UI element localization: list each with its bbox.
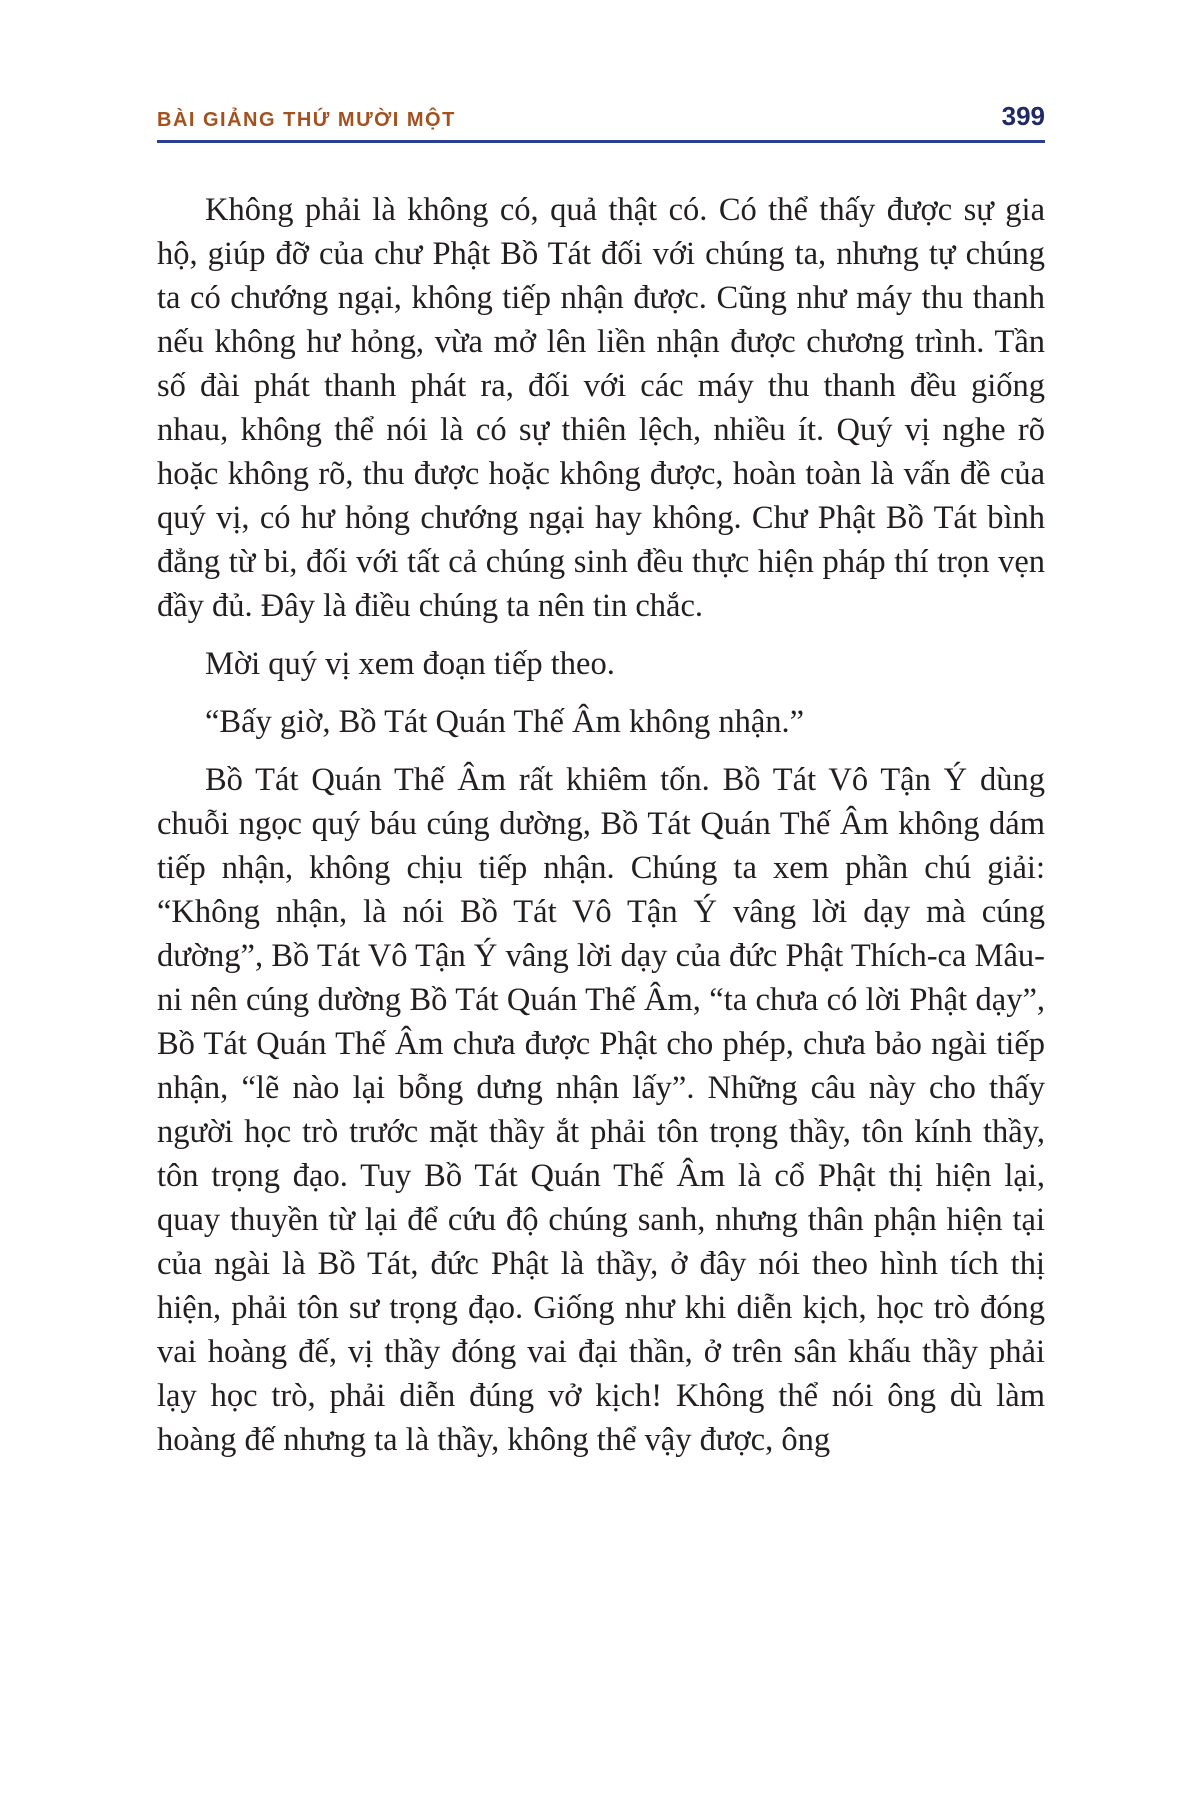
paragraph: Mời quý vị xem đoạn tiếp theo. — [205, 646, 615, 682]
paragraph: Không phải là không có, quả thật có. Có thể thấy được sự gia hộ, giúp đỡ của chư Phật Bồ Tát đối với chúng ta, nhưng tự chúng ta có chướng ngại, không tiếp nhận được. Cũng như máy thu thanh nếu không hư hỏng, vừa mở lên liền nhận được chương trình. Tần số đài phát thanh phát ra, đối với các máy thu thanh đều giống nhau, không thể nói là có sự thiên lệch, nhiều ít. Quý vị nghe rõ hoặc không rõ, thu được hoặc không được, hoàn toàn là vấn đề của quý vị, có hư hỏng chướng ngại hay không. Chư Phật Bồ Tát bình đẳng từ bi, đối với tất cả chúng sinh đều thực hiện pháp thí trọn vẹn đầy đủ. Đây là điều chúng ta nên tin chắc. — [157, 192, 1045, 624]
page-number: 399 — [1001, 101, 1045, 131]
body-text — [157, 188, 1045, 1476]
running-header — [157, 96, 1045, 143]
sutra-quote: “Bấy giờ, Bồ Tát Quán Thế Âm không nhận.” — [205, 704, 805, 740]
paragraph: Bồ Tát Quán Thế Âm rất khiêm tốn. Bồ Tát Vô Tận Ý dùng chuỗi ngọc quý báu cúng dường, Bồ Tát Quán Thế Âm không dám tiếp nhận, không chịu tiếp nhận. Chúng ta xem phần chú giải: “Không nhận, là nói Bồ Tát Vô Tận Ý vâng lời dạy mà cúng dường”, Bồ Tát Vô Tận Ý vâng lời dạy của đức Phật Thích-ca Mâu-ni nên cúng dường Bồ Tát Quán Thế Âm, “ta chưa có lời Phật dạy”, Bồ Tát Quán Thế Âm chưa được Phật cho phép, chưa bảo ngài tiếp nhận, “lẽ nào lại bỗng dưng nhận lấy”. Những câu này cho thấy người học trò trước mặt thầy ắt phải tôn trọng thầy, tôn kính thầy, tôn trọng đạo. Tuy Bồ Tát Quán Thế Âm là cổ Phật thị hiện lại, quay thuyền từ lại để cứu độ chúng sanh, nhưng thân phận hiện tại của ngài là Bồ Tát, đức Phật là thầy, ở đây nói theo hình tích thị hiện, phải tôn sư trọng đạo. Giống như khi diễn kịch, học trò đóng vai hoàng đế, vị thầy đóng vai đại thần, ở trên sân khấu thầy phải lạy học trò, phải diễn đúng vở kịch! Không thể nói ông dù làm hoàng đế nhưng ta là thầy, không thể vậy được, ông — [157, 762, 1045, 1458]
chapter-title: BÀI GIẢNG THỨ MƯỜI MỘT — [157, 109, 456, 131]
